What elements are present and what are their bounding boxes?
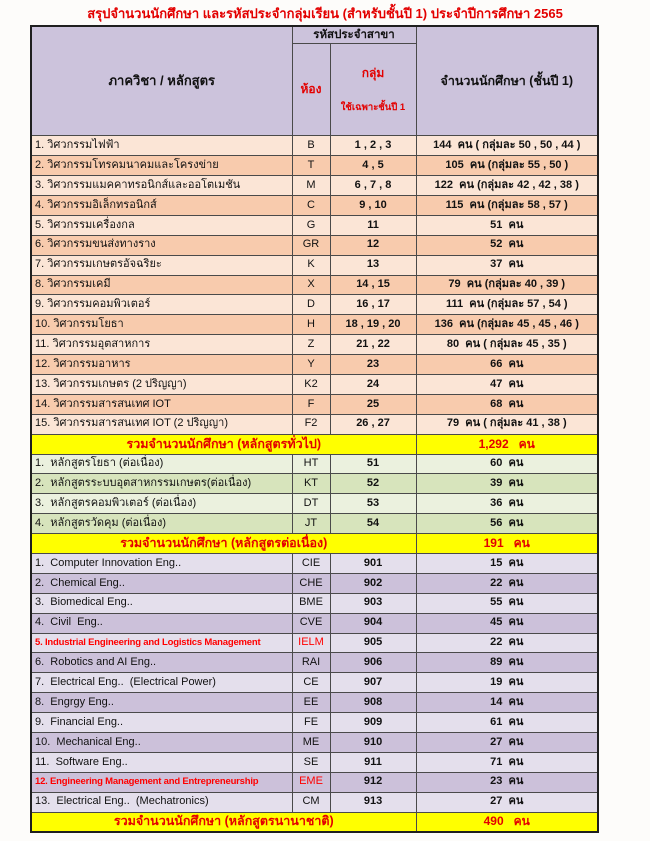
room-code-cell: JT [292,514,330,534]
section-total-row [31,812,598,832]
group-number-cell: 18 , 19 , 20 [330,315,416,335]
table-row [31,613,598,633]
table-row [31,215,598,235]
header-room: ห้อง [292,43,330,136]
room-code-cell: FE [292,713,330,733]
group-number-cell: 6 , 7 , 8 [330,176,416,196]
table-row [31,335,598,355]
room-code-cell: CIE [292,553,330,573]
student-count-cell: 115 คน (กลุ่มละ 58 , 57 ) [416,195,598,215]
table-row [31,394,598,414]
student-count-cell: 15 คน [416,553,598,573]
program-cell: 2. วิศวกรรมโทรคมนาคมและโครงข่าย [31,156,292,176]
program-cell: 1. Computer Innovation Eng.. [31,553,292,573]
student-count-cell: 79 คน ( กลุ่มละ 41 , 38 ) [416,414,598,434]
student-count-cell: 14 คน [416,693,598,713]
table-row [31,275,598,295]
group-number-cell: 910 [330,733,416,753]
student-count-cell: 36 คน [416,494,598,514]
group-number-cell: 4 , 5 [330,156,416,176]
table-row [31,156,598,176]
room-code-cell: CVE [292,613,330,633]
group-number-cell: 14 , 15 [330,275,416,295]
table-row [31,514,598,534]
program-cell: 11. วิศวกรรมอุตสาหการ [31,335,292,355]
student-count-cell: 47 คน [416,374,598,394]
room-code-cell: DT [292,494,330,514]
student-count-cell: 60 คน [416,454,598,474]
header-branch-code: รหัสประจำสาขา [292,26,416,43]
student-count-cell: 22 คน [416,633,598,653]
room-code-cell: C [292,195,330,215]
student-count-cell: 39 คน [416,474,598,494]
program-cell: 10. วิศวกรรมโยธา [31,315,292,335]
table-row [31,593,598,613]
room-code-cell: T [292,156,330,176]
room-code-cell: Y [292,355,330,375]
student-count-cell: 52 คน [416,235,598,255]
program-cell: 3. วิศวกรรมแมคคาทรอนิกส์และออโตเมชัน [31,176,292,196]
room-code-cell: CE [292,673,330,693]
group-number-cell: 906 [330,653,416,673]
table-row [31,355,598,375]
total-value-cell: 490 คน [416,812,598,832]
student-count-cell: 80 คน ( กลุ่มละ 45 , 35 ) [416,335,598,355]
student-count-cell: 56 คน [416,514,598,534]
group-number-cell: 11 [330,215,416,235]
group-number-cell: 12 [330,235,416,255]
section-total-row [31,534,598,554]
room-code-cell: K2 [292,374,330,394]
table-row [31,792,598,812]
program-cell: 7. วิศวกรรมเกษตรอัจฉริยะ [31,255,292,275]
table-row [31,295,598,315]
student-count-cell: 45 คน [416,613,598,633]
room-code-cell: GR [292,235,330,255]
student-count-cell: 111 คน (กลุ่มละ 57 , 54 ) [416,295,598,315]
table-row [31,553,598,573]
table-header [31,26,598,136]
group-number-cell: 54 [330,514,416,534]
table-row [31,454,598,474]
program-cell: 3. หลักสูตรคอมพิวเตอร์ (ต่อเนื่อง) [31,494,292,514]
group-number-cell: 23 [330,355,416,375]
program-cell: 9. Financial Eng.. [31,713,292,733]
room-code-cell: CHE [292,573,330,593]
room-code-cell: F [292,394,330,414]
room-code-cell: G [292,215,330,235]
student-count-cell: 122 คน (กลุ่มละ 42 , 42 , 38 ) [416,176,598,196]
room-code-cell: IELM [292,633,330,653]
student-count-cell: 55 คน [416,593,598,613]
group-number-cell: 1 , 2 , 3 [330,136,416,156]
group-number-cell: 24 [330,374,416,394]
student-count-cell: 37 คน [416,255,598,275]
room-code-cell: BME [292,593,330,613]
header-group [330,43,416,136]
room-code-cell: H [292,315,330,335]
table-row [31,494,598,514]
room-code-cell: D [292,295,330,315]
group-number-cell: 909 [330,713,416,733]
program-cell: 11. Software Eng.. [31,752,292,772]
student-summary-table [30,25,599,833]
program-cell: 12. วิศวกรรมอาหาร [31,355,292,375]
program-cell: 4. Civil Eng.. [31,613,292,633]
table-row [31,136,598,156]
student-count-cell: 27 คน [416,733,598,753]
table-row [31,713,598,733]
student-count-cell: 27 คน [416,792,598,812]
room-code-cell: CM [292,792,330,812]
room-code-cell: SE [292,752,330,772]
table-row [31,474,598,494]
group-number-cell: 912 [330,772,416,792]
table-row [31,733,598,753]
room-code-cell: K [292,255,330,275]
header-group-main: กลุ่ม [361,65,385,80]
student-count-cell: 22 คน [416,573,598,593]
group-number-cell: 901 [330,553,416,573]
header-program-column: ภาควิชา / หลักสูตร [31,26,292,136]
group-number-cell: 16 , 17 [330,295,416,315]
header-student-count: จำนวนนักศึกษา (ชั้นปี 1) [416,26,598,136]
program-cell: 2. หลักสูตรระบบอุตสาหกรรมเกษตร(ต่อเนื่อง) [31,474,292,494]
program-cell: 2. Chemical Eng.. [31,573,292,593]
room-code-cell: RAI [292,653,330,673]
student-count-cell: 66 คน [416,355,598,375]
group-number-cell: 9 , 10 [330,195,416,215]
table-row [31,414,598,434]
group-number-cell: 52 [330,474,416,494]
total-value-cell: 1,292 คน [416,434,598,454]
room-code-cell: X [292,275,330,295]
student-count-cell: 19 คน [416,673,598,693]
group-number-cell: 26 , 27 [330,414,416,434]
program-cell: 14. วิศวกรรมสารสนเทศ IOT [31,394,292,414]
program-cell: 12. Engineering Management and Entrepreneurship [31,772,292,792]
table-body [31,136,598,832]
student-count-cell: 68 คน [416,394,598,414]
program-cell: 5. วิศวกรรมเครื่องกล [31,215,292,235]
student-count-cell: 136 คน (กลุ่มละ 45 , 45 , 46 ) [416,315,598,335]
group-number-cell: 908 [330,693,416,713]
table-row [31,772,598,792]
table-row [31,573,598,593]
group-number-cell: 21 , 22 [330,335,416,355]
group-number-cell: 902 [330,573,416,593]
table-row [31,673,598,693]
table-row [31,653,598,673]
group-number-cell: 911 [330,752,416,772]
total-label-cell: รวมจำนวนนักศึกษา (หลักสูตรนานาชาติ) [31,812,416,832]
student-count-cell: 61 คน [416,713,598,733]
group-number-cell: 51 [330,454,416,474]
section-total-row [31,434,598,454]
program-cell: 1. หลักสูตรโยธา (ต่อเนื่อง) [31,454,292,474]
program-cell: 8. Engrgy Eng.. [31,693,292,713]
room-code-cell: HT [292,454,330,474]
program-cell: 15. วิศวกรรมสารสนเทศ IOT (2 ปริญญา) [31,414,292,434]
total-label-cell: รวมจำนวนนักศึกษา (หลักสูตรต่อเนื่อง) [31,534,416,554]
page-title: สรุปจำนวนนักศึกษา และรหัสประจำกลุ่มเรียน (สำหรับชั้นปี 1) ประจำปีการศึกษา 2565 [87,6,563,21]
group-number-cell: 905 [330,633,416,653]
total-label-cell: รวมจำนวนนักศึกษา (หลักสูตรทั่วไป) [31,434,416,454]
room-code-cell: M [292,176,330,196]
table-row [31,315,598,335]
program-cell: 6. Robotics and AI Eng.. [31,653,292,673]
room-code-cell: Z [292,335,330,355]
group-number-cell: 25 [330,394,416,414]
room-code-cell: B [292,136,330,156]
table-row [31,693,598,713]
table-row [31,752,598,772]
program-cell: 13. วิศวกรรมเกษตร (2 ปริญญา) [31,374,292,394]
table-row [31,195,598,215]
student-count-cell: 51 คน [416,215,598,235]
table-row [31,235,598,255]
student-count-cell: 79 คน (กลุ่มละ 40 , 39 ) [416,275,598,295]
student-count-cell: 71 คน [416,752,598,772]
total-value-cell: 191 คน [416,534,598,554]
program-cell: 4. วิศวกรรมอิเล็กทรอนิกส์ [31,195,292,215]
program-cell: 5. Industrial Engineering and Logistics Management [31,633,292,653]
program-cell: 8. วิศวกรรมเคมี [31,275,292,295]
student-count-cell: 23 คน [416,772,598,792]
student-count-cell: 89 คน [416,653,598,673]
group-number-cell: 53 [330,494,416,514]
table-row [31,255,598,275]
room-code-cell: ME [292,733,330,753]
group-number-cell: 13 [330,255,416,275]
program-cell: 6. วิศวกรรมขนส่งทางราง [31,235,292,255]
room-code-cell: EME [292,772,330,792]
header-group-sub: ใช้เฉพาะชั้นปี 1 [340,101,406,113]
program-cell: 3. Biomedical Eng.. [31,593,292,613]
group-number-cell: 913 [330,792,416,812]
student-count-cell: 105 คน (กลุ่มละ 55 , 50 ) [416,156,598,176]
room-code-cell: KT [292,474,330,494]
table-row [31,176,598,196]
program-cell: 1. วิศวกรรมไฟฟ้า [31,136,292,156]
table-row [31,374,598,394]
program-cell: 9. วิศวกรรมคอมพิวเตอร์ [31,295,292,315]
group-number-cell: 907 [330,673,416,693]
program-cell: 10. Mechanical Eng.. [31,733,292,753]
student-count-cell: 144 คน ( กลุ่มละ 50 , 50 , 44 ) [416,136,598,156]
program-cell: 13. Electrical Eng.. (Mechatronics) [31,792,292,812]
group-number-cell: 903 [330,593,416,613]
group-number-cell: 904 [330,613,416,633]
program-cell: 7. Electrical Eng.. (Electrical Power) [31,673,292,693]
program-cell: 4. หลักสูตรวัดคุม (ต่อเนื่อง) [31,514,292,534]
room-code-cell: F2 [292,414,330,434]
room-code-cell: EE [292,693,330,713]
table-row [31,633,598,653]
